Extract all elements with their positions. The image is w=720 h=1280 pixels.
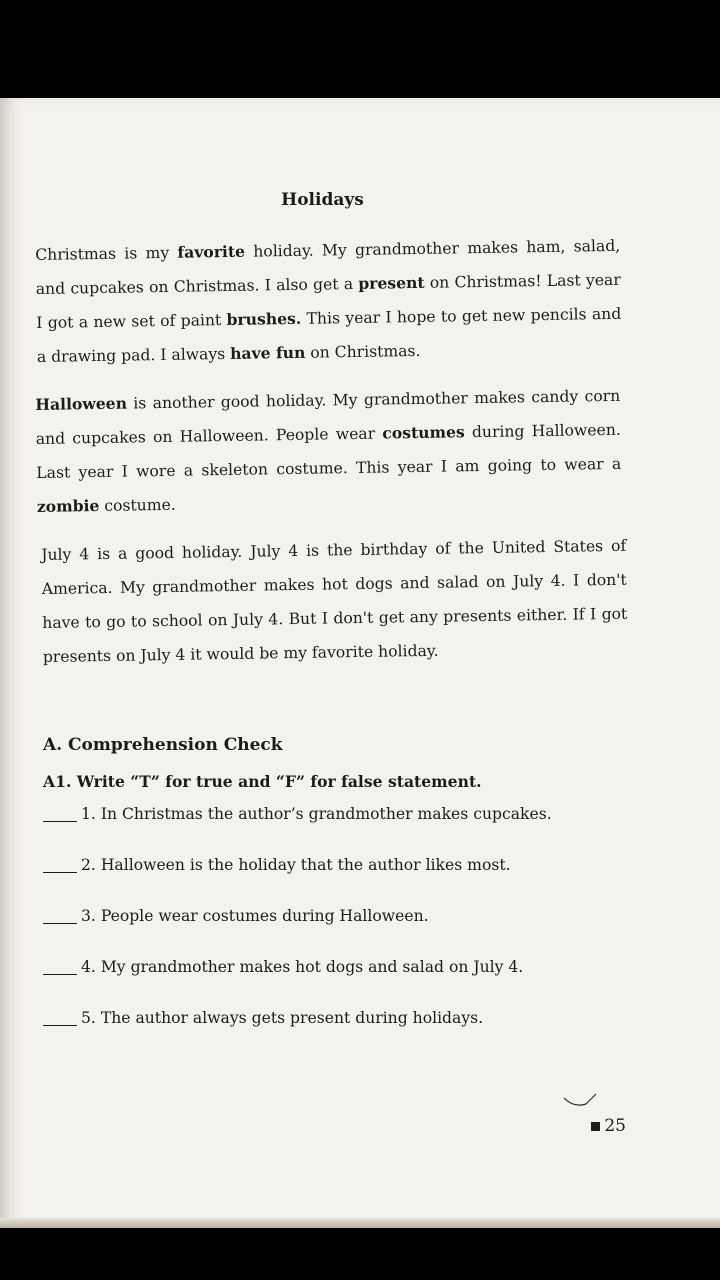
question-text: 3. People wear costumes during Halloween.: [81, 907, 429, 925]
bold-keyword: have fun: [229, 342, 306, 363]
question-text: 1. In Christmas the author’s grandmother makes cupcakes.: [81, 805, 552, 823]
paragraph-text: on Christmas.: [305, 341, 421, 362]
bold-keyword: Halloween: [35, 393, 128, 414]
pen-check-mark: [562, 1092, 602, 1112]
paragraph-text: during Halloween. Last year I wore a skeleton costume. This year I am going to wear a: [36, 420, 622, 482]
paragraph-christmas: [35, 229, 622, 374]
bold-keyword: costumes: [382, 422, 465, 443]
answer-blank[interactable]: [43, 1009, 77, 1026]
paragraph-text: July 4 is a good holiday. July 4 is the birthday of the United States of America. My grandmother makes hot dogs and salad on July 4. I don't have to go to school on July 4. But I don't get any presents either. If I got presents on July 4 it would be my favorite holiday.: [41, 536, 628, 666]
paragraph-text: is another good holiday. My grandmother makes candy corn and cupcakes on Halloween. People wear: [35, 386, 621, 448]
exercise-instruction: A1. Write “T” for true and “F” for false statement.: [43, 772, 482, 791]
question-item: [43, 958, 603, 1009]
bold-keyword: zombie: [36, 496, 100, 516]
section-title: Comprehension Check: [68, 735, 283, 755]
answer-blank[interactable]: [43, 907, 77, 924]
question-item: [43, 856, 603, 907]
bold-keyword: present: [358, 272, 425, 293]
paragraph-text: holiday. My grandmother makes ham, salad, and cupcakes on Christmas. I also get a: [35, 236, 621, 298]
bold-keyword: favorite: [177, 241, 246, 262]
question-text: 4. My grandmother makes hot dogs and salad on July 4.: [81, 958, 524, 976]
paragraph-text: on Christmas! Last year I got a new set of paint: [36, 270, 621, 332]
paragraph-text: This year I hope to get new pencils and a drawing pad. I always: [36, 304, 622, 366]
page-edge: [0, 1218, 720, 1228]
square-bullet-icon: [591, 1122, 600, 1131]
section-prefix: A.: [43, 735, 63, 755]
paragraph-halloween: [35, 379, 622, 524]
section-heading: [43, 735, 283, 755]
textbook-page: [0, 98, 720, 1228]
paragraph-text: Christmas is my: [35, 243, 178, 264]
bold-keyword: brushes.: [226, 308, 302, 330]
question-item: [43, 907, 603, 958]
page-number-text: 25: [604, 1116, 626, 1136]
paragraph-july-4: [41, 529, 628, 674]
answer-blank[interactable]: [43, 958, 77, 975]
question-item: [43, 805, 603, 856]
paragraph-text: costume.: [99, 495, 176, 516]
question-list: [43, 805, 603, 1060]
page-number: [591, 1116, 626, 1136]
page-title: Holidays: [281, 190, 364, 210]
answer-blank[interactable]: [43, 805, 77, 822]
question-text: 2. Halloween is the holiday that the author likes most.: [81, 856, 511, 874]
question-text: 5. The author always gets present during holidays.: [81, 1009, 484, 1027]
question-item: [43, 1009, 603, 1060]
answer-blank[interactable]: [43, 856, 77, 873]
